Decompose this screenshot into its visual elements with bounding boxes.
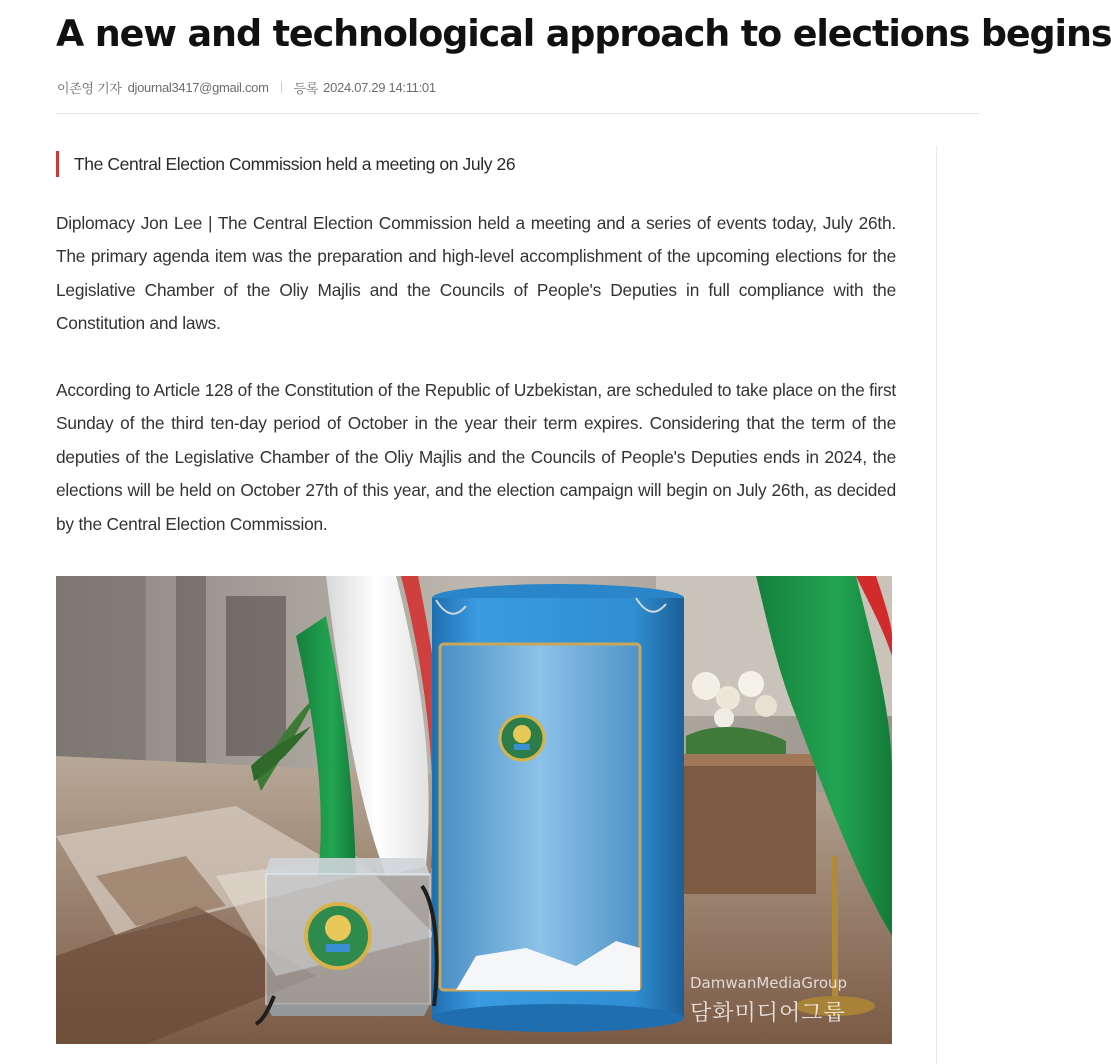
subheading-text: The Central Election Commission held a meeting on July 26 xyxy=(74,153,516,174)
registered-label: 등록 xyxy=(293,81,319,96)
header-divider xyxy=(56,113,980,114)
sidebar-divider xyxy=(936,146,937,1064)
meta-divider xyxy=(281,82,282,93)
article-meta xyxy=(57,78,436,97)
article-paragraph-1: Diplomacy Jon Lee | The Central Election Commission held a meeting and a series of events today, July 26th. The primary agenda item was the preparation and high-level accomplishment of the upcoming elections for the Legislative Chamber of the Oliy Majlis and the Councils of People's Deputies in full compliance with the Constitution and laws. xyxy=(56,213,896,334)
photo-watermark-english: DamwanMediaGroup xyxy=(690,974,848,992)
article-paragraph-2: According to Article 128 of the Constitution of the Republic of Uzbekistan, are scheduled to take place on the first Sunday of the third ten-day period of October in the year their term expires. Considering that the term of the deputies of the Legislative Chamber of the Oliy Majlis and the Councils of People's Deputies ends in 2024, the elections will be held on October 27th of this year, and the election campaign will begin on July 26th, as decided by the Central Election Commission. xyxy=(56,380,896,534)
author-email[interactable]: djournal3417@gmail.com xyxy=(127,80,269,95)
article-photo xyxy=(56,576,892,1044)
subheading-accent-bar xyxy=(56,151,59,177)
author-name: 이존영 기자 xyxy=(57,81,122,96)
article-title: A new and technological approach to elections begins xyxy=(56,12,1111,55)
article-subheading xyxy=(56,150,515,178)
registered-datetime: 2024.07.29 14:11:01 xyxy=(323,80,436,95)
photo-watermark-korean: 담화미디어그룹 xyxy=(690,1001,846,1026)
